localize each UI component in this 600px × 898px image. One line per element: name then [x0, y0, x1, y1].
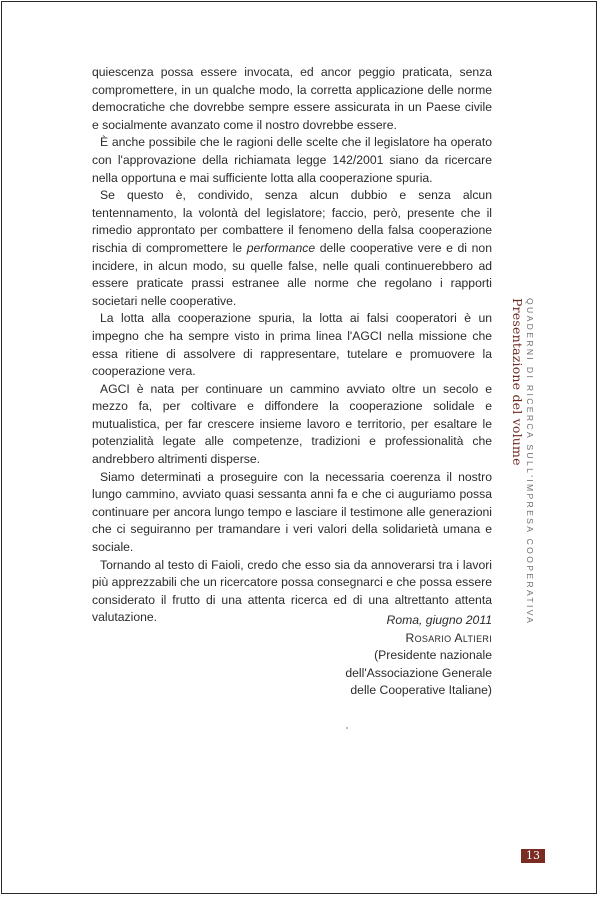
- page-number: 13: [521, 849, 545, 863]
- print-speck: [346, 727, 348, 729]
- paragraph: Tornando al testo di Faioli, credo che esso sia da annoverarsi tra i lavori più apprezzabili che un ricercatore possa consegnarci e che possa essere considerato il frutto di una attenta ricerca ed di una altrettanto attenta valutazione.: [92, 557, 492, 625]
- paragraph-text: delle cooperative vere e di non incidere, in alcun modo, su quelle false, nelle quali continuerebbero ad essere praticate prassi estranee alle norme che regolano i rapporti societari nelle cooperative.: [92, 240, 492, 308]
- paragraph: quiescenza possa essere invocata, ed ancor peggio praticata, senza compromettere, in un qualche modo, la corretta applicazione delle norme democratiche che dovrebbe sempre essere assicurata in un Paese civile e socialmente avanzato come il nostro dovrebbe essere.: [92, 65, 492, 132]
- section-title: Presentazione del volume: [510, 298, 525, 466]
- signature-block: [302, 612, 492, 700]
- body-text: [92, 64, 492, 627]
- paragraph: È anche possibile che le ragioni delle scelte che il legislatore ha operato con l'approvazione della richiamata legge 142/2001 siano da ricercare nella opportuna e mai sufficiente lotta alla cooperazione spuria.: [92, 135, 492, 185]
- paragraph-text: Se questo è, condivido, senza alcun dubbio e senza alcun tentennamento, la volontà del legislatore; faccio, però, presente che il rimedio approntato per combattere il fenomeno della falsa cooperazione rischia di compromettere le: [92, 188, 492, 255]
- author-role: dell'Associazione Generale: [345, 665, 492, 680]
- book-page: [1, 1, 597, 894]
- author-role: delle Cooperative Italiane): [350, 683, 492, 698]
- place-date: Roma, giugno 2011: [386, 613, 492, 627]
- emphasized-word: performance: [246, 240, 316, 255]
- paragraph: Siamo determinati a proseguire con la necessaria coerenza il nostro lungo cammino, avviato quasi sessanta anni fa e che ci auguriamo possa continuare per ancora lungo tempo e lasciare il testimone alle generazioni che ci seguiranno per tramandare i veri valori della solidarietà umana e sociale.: [92, 469, 492, 555]
- series-title: QUADERNI DI RICERCA SULL'IMPRESA COOPERATIVA: [525, 298, 535, 626]
- paragraph: La lotta alla cooperazione spuria, la lotta ai falsi cooperatori è un impegno che ha sempre visto in prima linea l'AGCI nella missione che essa ritiene di assolvere di rappresentare, tutelare e promuovere la cooperazione vera.: [92, 311, 492, 379]
- author-role: (Presidente nazionale: [374, 648, 492, 663]
- paragraph: AGCI è nata per continuare un cammino avviato oltre un secolo e mezzo fa, per coltivare e diffondere la cooperazione solidale e mutualistica, per far crescere insieme lavoro e territorio, per esaltare le potenzialità legate alle competenze, tradizioni e professionalità che andrebbero altrimenti disperse.: [92, 381, 492, 467]
- author-name: Rosario Altieri: [405, 630, 492, 645]
- paragraph: [92, 187, 492, 310]
- running-sidebar: [508, 298, 534, 818]
